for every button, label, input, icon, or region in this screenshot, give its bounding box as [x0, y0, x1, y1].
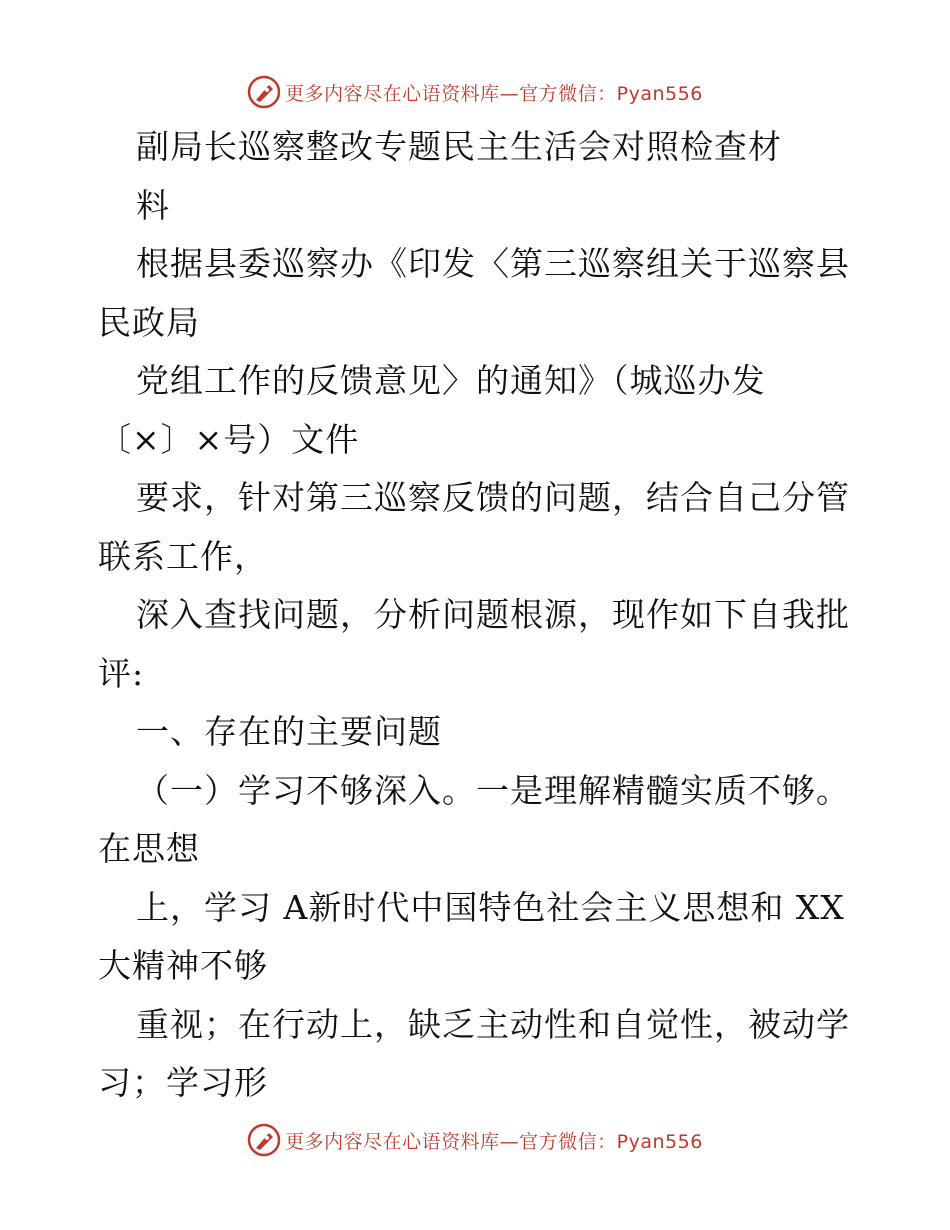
footer-banner: [0, 1118, 950, 1162]
document-line: 联系工作，: [98, 536, 268, 576]
document-line: 料: [136, 185, 170, 225]
document-line: 〔×〕×号）文件: [98, 419, 360, 459]
document-line: 评:: [98, 653, 145, 693]
header-banner: [0, 70, 950, 114]
document-line: 在思想: [98, 829, 200, 868]
pen-nib-logo-icon: [247, 1123, 281, 1157]
document-line: 要求，针对第三巡察反馈的问题，结合自己分管: [136, 478, 850, 517]
document-line: 深入查找问题，分析问题根源，现作如下自我批: [136, 595, 850, 634]
document-line: 党组工作的反馈意见〉的通知》（城巡办发: [136, 361, 766, 400]
document-line: 一、存在的主要问题: [136, 712, 442, 751]
document-line: 根据县委巡察办《印发〈第三巡察组关于巡察县: [136, 244, 850, 283]
document-line: 民政局: [98, 302, 200, 342]
document-line: 大精神不够: [98, 946, 268, 985]
document-body: [98, 118, 858, 1113]
document-line: 习；学习形: [98, 1063, 268, 1102]
banner-text: 更多内容尽在心语资料库—官方微信：Pyan556: [285, 82, 703, 105]
pen-nib-logo-icon: [247, 75, 281, 109]
document-line: （一）学习不够深入。一是理解精髓实质不够。: [136, 770, 850, 810]
document-line: 副局长巡察整改专题民主生活会对照检查材: [136, 127, 782, 166]
document-line: 上，学习 A新时代中国特色社会主义思想和 XX: [136, 887, 845, 927]
banner-text: 更多内容尽在心语资料库—官方微信：Pyan556: [285, 1130, 703, 1153]
document-line: 重视；在行动上，缺乏主动性和自觉性，被动学: [136, 1004, 850, 1044]
